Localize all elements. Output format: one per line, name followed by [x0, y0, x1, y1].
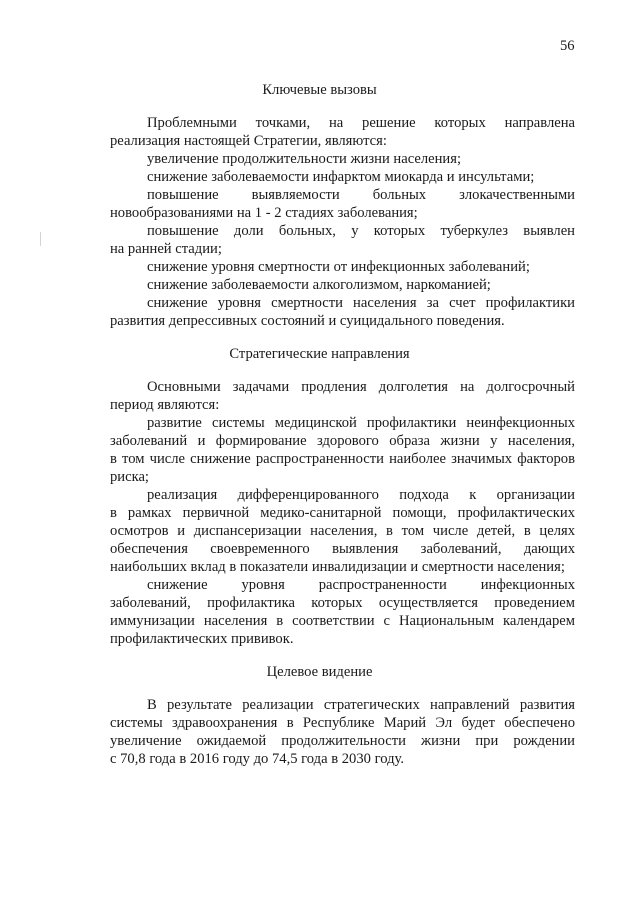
section-heading: Ключевые вызовы	[262, 82, 377, 98]
list-item: повышение доли больных, у которых туберкулез выявлен	[147, 223, 575, 239]
paragraph-line: Основными задачами продления долголетия на долгосрочный	[147, 379, 575, 395]
list-item-continuation: на ранней стадии;	[110, 241, 222, 257]
list-item-continuation: развития депрессивных состояний и суицидального поведения.	[110, 313, 505, 329]
margin-mark	[40, 232, 41, 246]
paragraph-line: Проблемными точками, на решение которых направлена	[147, 115, 575, 131]
list-item-continuation: в рамках первичной медико-санитарной помощи, профилактических	[110, 505, 575, 521]
paragraph-line: период являются:	[110, 397, 220, 413]
list-item-continuation: осмотров и диспансеризации населения, в том числе детей, в целях	[110, 523, 575, 539]
list-item-continuation: обеспечения своевременного выявления заболеваний, дающих	[110, 541, 575, 557]
list-item: снижение уровня смертности населения за счет профилактики	[147, 295, 575, 311]
list-item-continuation: иммунизации населения в соответствии с Национальным календарем	[110, 613, 575, 629]
paragraph-line: с 70,8 года в 2016 году до 74,5 года в 2030 году.	[110, 751, 404, 767]
list-item: реализация дифференцированного подхода к организации	[147, 487, 575, 503]
section-heading: Стратегические направления	[229, 346, 410, 362]
list-item: увеличение продолжительности жизни населения;	[147, 151, 461, 167]
page-number: 56	[560, 38, 575, 54]
list-item: снижение заболеваемости алкоголизмом, наркоманией;	[147, 277, 491, 293]
list-item-continuation: наибольших вклад в показатели инвалидизации и смертности населения;	[110, 559, 565, 575]
list-item: снижение уровня распространенности инфекционных	[147, 577, 575, 593]
list-item-continuation: риска;	[110, 469, 149, 485]
list-item: повышение выявляемости больных злокачественными	[147, 187, 575, 203]
list-item-continuation: в том числе снижение распространенности наиболее значимых факторов	[110, 451, 575, 467]
list-item-continuation: заболеваний и формирование здорового образа жизни у населения,	[110, 433, 575, 449]
paragraph-line: увеличение ожидаемой продолжительности жизни при рождении	[110, 733, 575, 749]
list-item-continuation: профилактических прививок.	[110, 631, 294, 647]
list-item: снижение заболеваемости инфарктом миокарда и инсультами;	[147, 169, 535, 185]
paragraph-line: В результате реализации стратегических направлений развития	[147, 697, 575, 713]
list-item: снижение уровня смертности от инфекционных заболеваний;	[147, 259, 530, 275]
list-item-continuation: новообразованиями на 1 - 2 стадиях заболевания;	[110, 205, 418, 221]
paragraph-line: реализация настоящей Стратегии, являются:	[110, 133, 387, 149]
paragraph-line: системы здравоохранения в Республике Марий Эл будет обеспечено	[110, 715, 575, 731]
section-heading: Целевое видение	[266, 664, 373, 680]
list-item-continuation: заболеваний, профилактика которых осуществляется проведением	[110, 595, 575, 611]
list-item: развитие системы медицинской профилактики неинфекционных	[147, 415, 575, 431]
